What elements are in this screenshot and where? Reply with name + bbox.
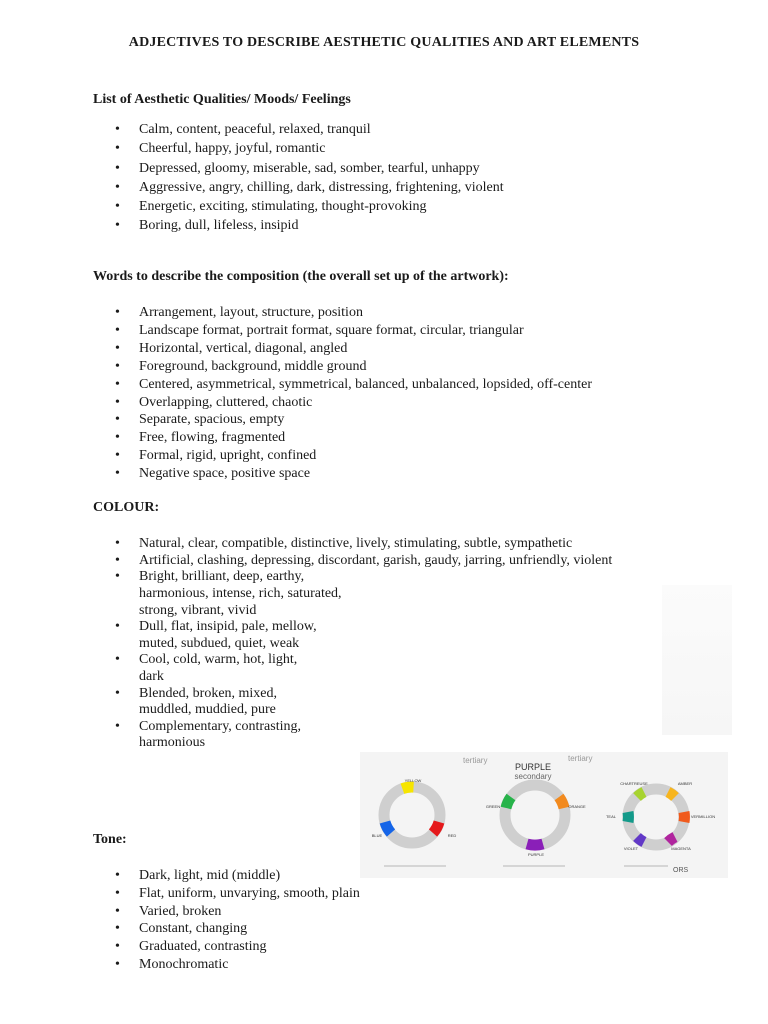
tertiary-color-wheel [606, 781, 715, 851]
svg-text:VERMILLION: VERMILLION [690, 814, 716, 819]
center-title: PURPLE [514, 762, 552, 772]
list-item: • Monochromatic [0, 956, 360, 974]
svg-text:MAGENTA: MAGENTA [671, 846, 691, 851]
list-item: • Varied, broken [0, 903, 360, 921]
svg-text:AMBER: AMBER [677, 781, 693, 786]
list-item: • Aggressive, angry, chilling, dark, distressing, frightening, violent [0, 178, 504, 197]
svg-text:ORANGE: ORANGE [568, 804, 586, 809]
list-item: • Natural, clear, compatible, distinctive, lively, stimulating, subtle, sympathetic [0, 535, 612, 552]
list-item: • Landscape format, portrait format, square format, circular, triangular [0, 322, 592, 340]
colour-heading: COLOUR: [93, 500, 160, 515]
secondary-color-wheel [486, 785, 586, 857]
tone-heading: Tone: [93, 832, 127, 847]
top-right-caption: tertiary [568, 754, 593, 763]
page-title: ADJECTIVES TO DESCRIBE AESTHETIC QUALITIES AND ART ELEMENTS [128, 35, 640, 50]
list-item: • Negative space, positive space [0, 465, 592, 483]
list-item: • Horizontal, vertical, diagonal, angled [0, 340, 592, 358]
colour-list [0, 535, 612, 752]
list-item: • Calm, content, peaceful, relaxed, tranquil [0, 120, 504, 139]
list-item: • Blended, broken, mixed, muddled, muddied, pure [0, 686, 329, 719]
bottom-right-caption: ORS [673, 867, 689, 874]
svg-text:YELLOW: YELLOW [404, 778, 422, 783]
list-item: • Boring, dull, lifeless, insipid [0, 216, 504, 235]
list-item: • Flat, uniform, unvarying, smooth, plain [0, 885, 360, 903]
list-item: • Centered, asymmetrical, symmetrical, balanced, unbalanced, lopsided, off-center [0, 376, 592, 394]
color-wheels-image [360, 752, 728, 878]
svg-text:GREEN: GREEN [485, 804, 501, 809]
list-item: • Artificial, clashing, depressing, discordant, garish, gaudy, jarring, unfriendly, violent [0, 552, 612, 569]
list-item: • Separate, spacious, empty [0, 411, 592, 429]
svg-text:VIOLET: VIOLET [623, 846, 639, 851]
list-item: • Cool, cold, warm, hot, light, dark [0, 652, 319, 685]
list-item: • Dull, flat, insipid, pale, mellow, muted, subdued, quiet, weak [0, 619, 349, 652]
tone-list [0, 867, 360, 974]
color-wheels-graphic [360, 752, 728, 878]
primary-color-wheel [372, 778, 457, 843]
list-item: • Dark, light, mid (middle) [0, 867, 360, 885]
svg-text:BLUE: BLUE [371, 833, 383, 838]
list-item: • Arrangement, layout, structure, position [0, 304, 592, 322]
list-item: • Complementary, contrasting, harmonious [0, 719, 329, 752]
center-subtitle: secondary [514, 772, 552, 781]
list-item: • Free, flowing, fragmented [0, 429, 592, 447]
faint-background-block [662, 585, 732, 735]
list-item: • Foreground, background, middle ground [0, 358, 592, 376]
svg-text:RED: RED [447, 833, 457, 838]
top-left-caption: tertiary [463, 756, 488, 765]
list-item: • Overlapping, cluttered, chaotic [0, 394, 592, 412]
aesthetic-heading: List of Aesthetic Qualities/ Moods/ Feelings [93, 92, 351, 107]
svg-text:CHARTREUSE: CHARTREUSE [620, 781, 648, 786]
list-item: • Energetic, exciting, stimulating, thought-provoking [0, 197, 504, 216]
list-item: • Depressed, gloomy, miserable, sad, somber, tearful, unhappy [0, 159, 504, 178]
aesthetic-list [0, 120, 504, 236]
composition-heading: Words to describe the composition (the overall set up of the artwork): [93, 269, 509, 284]
svg-text:TEAL: TEAL [605, 814, 617, 819]
list-item: • Bright, brilliant, deep, earthy, harmonious, intense, rich, saturated, strong, vibrant, vivid [0, 569, 349, 619]
list-item: • Formal, rigid, upright, confined [0, 447, 592, 465]
list-item: • Cheerful, happy, joyful, romantic [0, 139, 504, 158]
list-item: • Graduated, contrasting [0, 938, 360, 956]
svg-text:PURPLE: PURPLE [527, 852, 545, 857]
list-item: • Constant, changing [0, 920, 360, 938]
composition-list [0, 304, 592, 483]
